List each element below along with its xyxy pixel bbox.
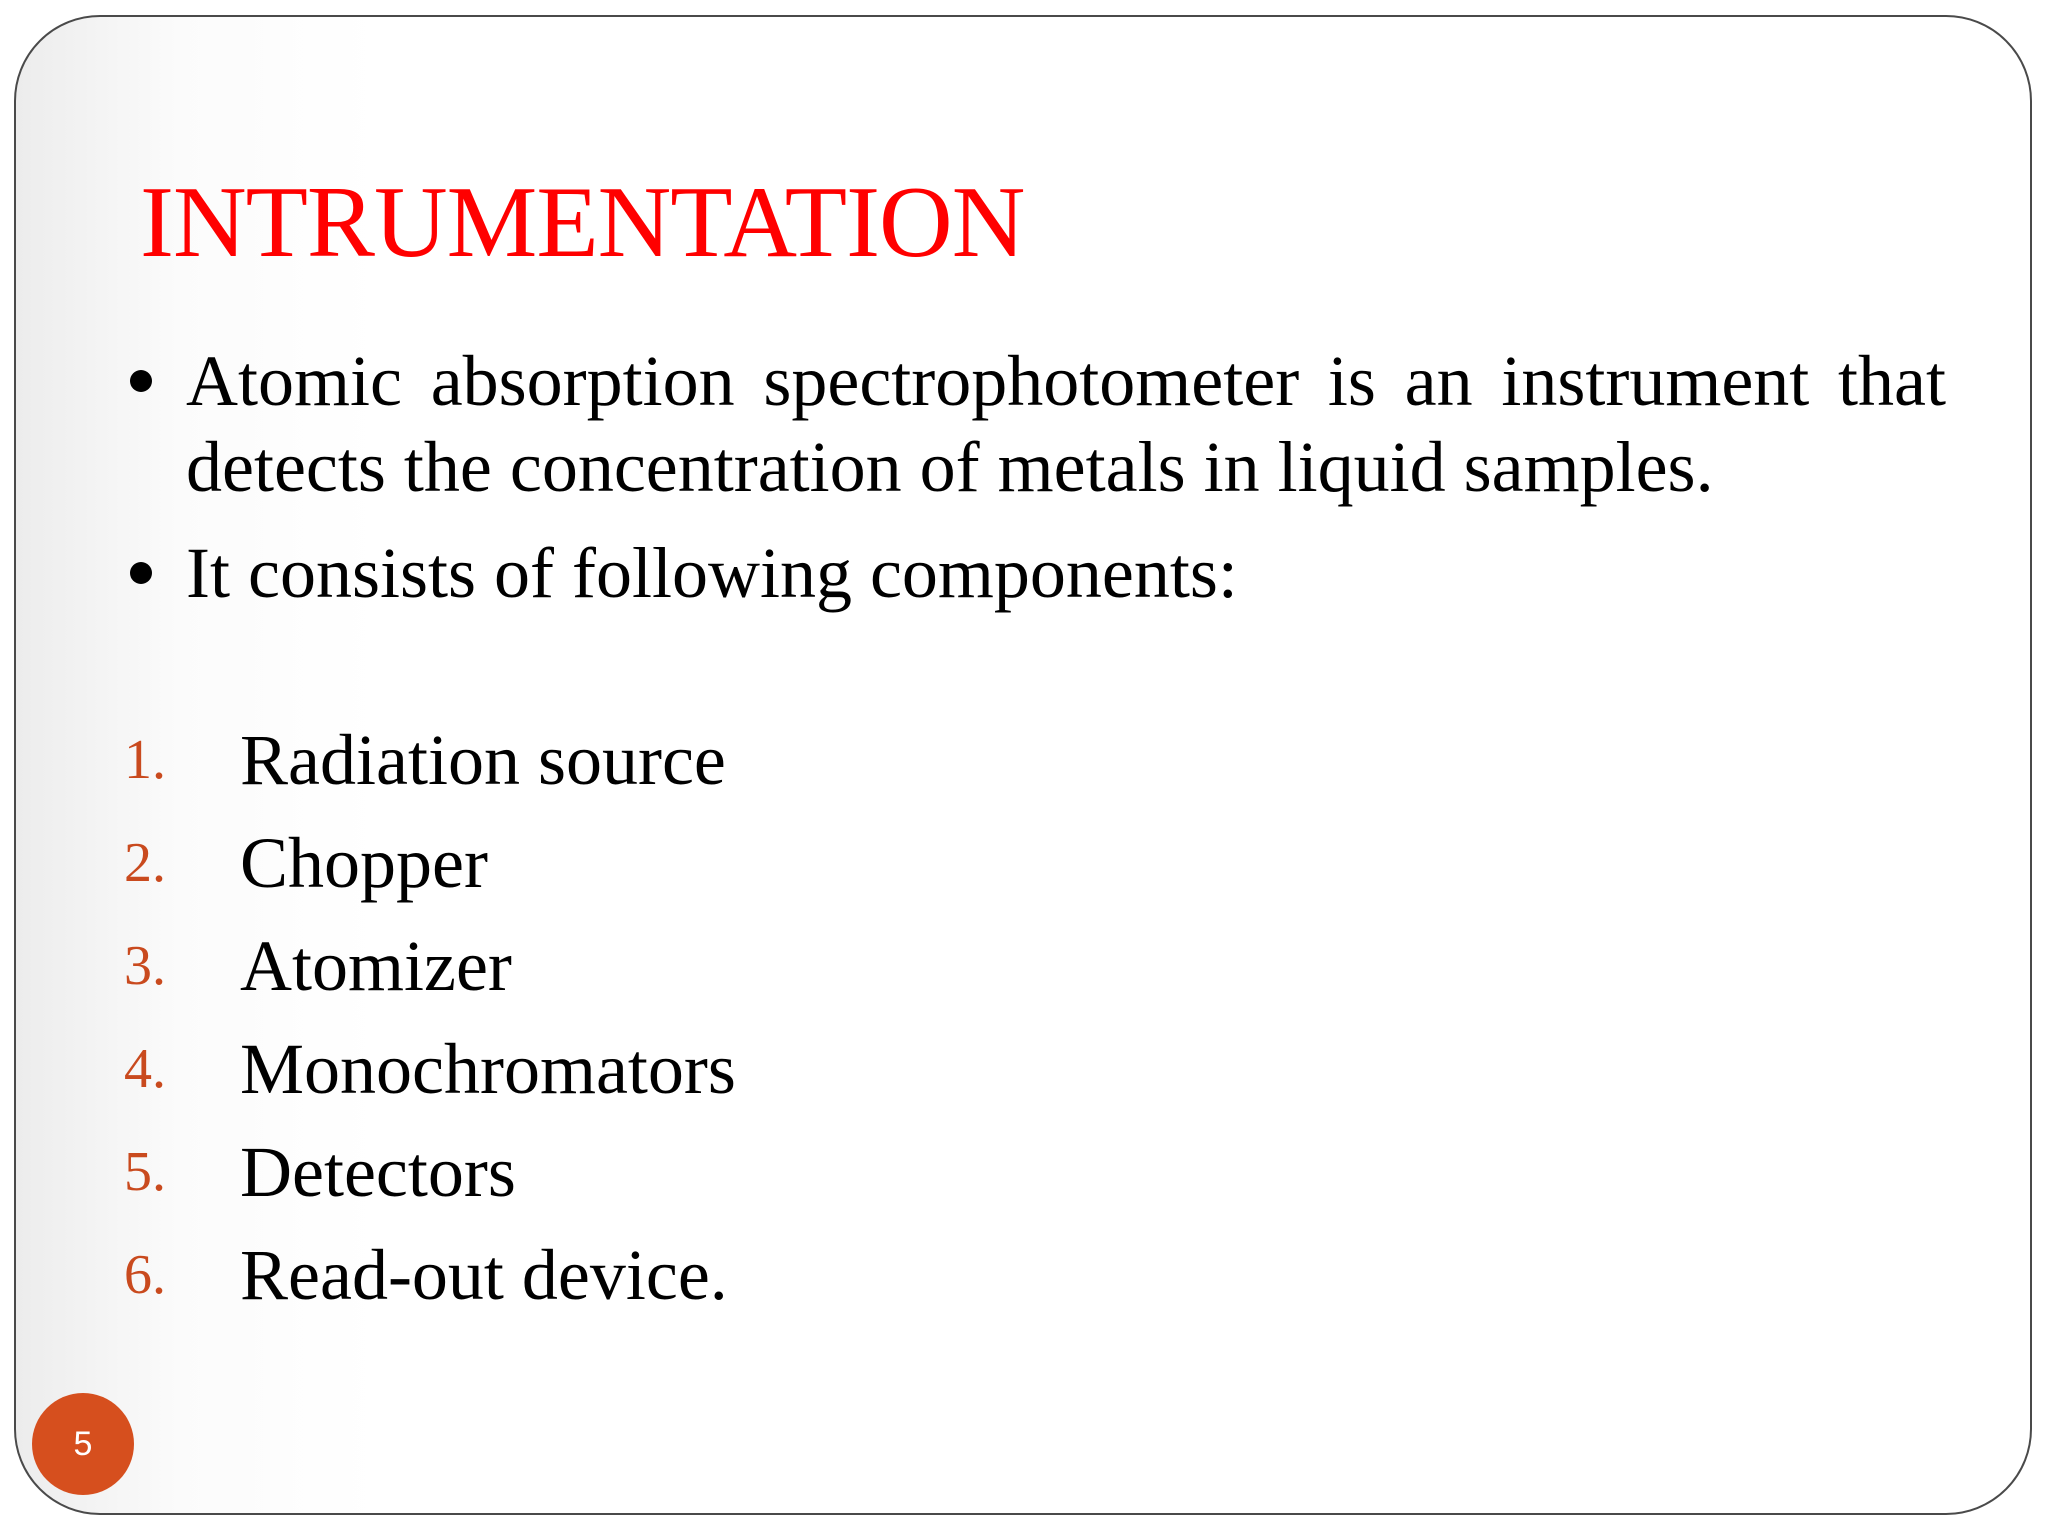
component-label: Chopper: [240, 823, 488, 903]
component-label: Atomizer: [240, 926, 512, 1006]
component-number: 6.: [124, 1244, 166, 1306]
component-number: 2.: [124, 832, 166, 894]
bullet-dot-icon: [130, 562, 152, 584]
component-label: Radiation source: [240, 720, 726, 800]
component-item: [124, 916, 736, 1019]
component-number: 1.: [124, 729, 166, 791]
page-number: 5: [73, 1424, 93, 1463]
bullet-dot-icon: [130, 370, 152, 392]
component-item: [124, 813, 736, 916]
component-number: 3.: [124, 935, 166, 997]
bullet-item: [128, 338, 1946, 510]
bullet-text: It consists of following components:: [186, 533, 1238, 613]
component-label: Detectors: [240, 1132, 516, 1212]
component-label: Monochromators: [240, 1029, 736, 1109]
bullet-text: Atomic absorption spectrophotometer is an instrument that detects the concentration of metals in liquid samples.: [186, 341, 1946, 507]
component-number: 4.: [124, 1038, 166, 1100]
component-item: [124, 710, 736, 813]
slide-title: INTRUMENTATION: [140, 166, 1025, 279]
component-label: Read-out device.: [240, 1235, 728, 1315]
bullet-list: [128, 338, 1946, 616]
bullet-item: [128, 530, 1946, 616]
component-list: [124, 710, 736, 1328]
component-item: [124, 1225, 736, 1328]
page-number-badge: [32, 1393, 134, 1495]
component-item: [124, 1122, 736, 1225]
component-number: 5.: [124, 1141, 166, 1203]
component-item: [124, 1019, 736, 1122]
